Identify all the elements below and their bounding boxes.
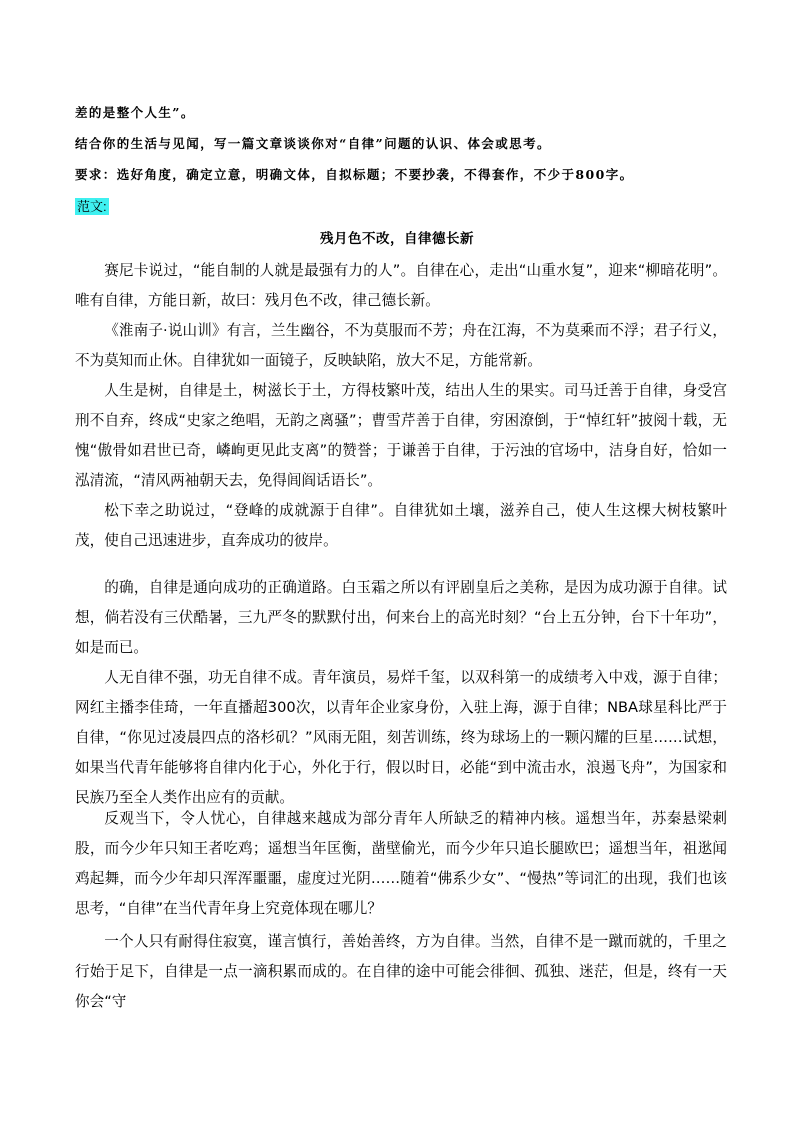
prompt-line-2: 结合你的生活与见闻，写一篇文章谈谈你对“自律”问题的认识、体会或思考。 [75,136,551,151]
prompt-line-1: 差的是整个人生”。 [75,105,195,120]
sample-essay-label: 范文: [77,199,107,214]
requirements-line: 要求：选好角度，确定立意，明确文体，自拟标题；不要抄袭，不得套作，不少于800字。 [75,167,634,182]
essay-paragraph-5: 的确，自律是通向成功的正确道路。白玉霜之所以有评剧皇后之美称，是因为成功源于自律。试想，倘若没有三伏酷暑，三九严冬的默默付出，何来台上的高光时刻？“台上五分钟，台下十年功”，如是而已。 [75,579,727,656]
essay-paragraph-3: 人生是树，自律是土，树滋长于土，方得枝繁叶茂，结出人生的果实。司马迁善于自律，身受宫刑不自弃，终成“史家之绝唱，无韵之离骚”；曹雪芹善于自律，穷困潦倒，于“悼红轩”披阅十载，无愧“傲骨如君世已奇，嶙峋更见此支离”的赞誉；于谦善于自律，于污浊的官场中，洁身自好，恰如一泓清流，“清风两袖朝天去，免得闾阎话语长”。 [75,382,727,489]
essay-paragraph-8: 一个人只有耐得住寂寞，谨言慎行，善始善终，方为自律。当然，自律不是一蹴而就的，千里之行始于足下，自律是一点一滴积累而成的。在自律的途中可能会徘徊、孤独、迷茫，但是，终有一天你会“守 [75,933,727,1010]
essay-paragraph-2: 《淮南子·说山训》有言，兰生幽谷，不为莫服而不芳；舟在江海，不为莫乘而不浮；君子行义，不为莫知而止休。自律犹如一面镜子，反映缺陷，放大不足，方能常新。 [75,322,727,369]
essay-paragraph-7: 反观当下，令人忧心，自律越来越成为部分青年人所缺乏的精神内核。遥想当年，苏秦悬梁刺股，而今少年只知王者吃鸡；遥想当年匡衡，凿壁偷光，而今少年只追长腿欧巴；遥想当年，祖逖闻鸡起舞，而今少年却只浑浑噩噩，虚度过光阴……随着“佛系少女”、“慢热”等词汇的出现，我们也该思考，“自律”在当代青年身上究竟体现在哪儿？ [75,810,727,917]
essay-paragraph-6: 人无自律不强，功无自律不成。青年演员，易烊千玺，以双科第一的成绩考入中戏，源于自律；网红主播李佳琦，一年直播超300次，以青年企业家身份，入驻上海，源于自律；NBA球星科比严于自律，“你见过凌晨四点的洛杉矶？”风雨无阻，刻苦训练，终为球场上的一颗闪耀的巨星……试想，如果当代青年能够将自律内化于心，外化于行，假以时日，必能“到中流击水，浪遏飞舟”，为国家和民族乃至全人类作出应有的贡献。 [75,669,728,806]
essay-paragraph-1: 赛尼卡说过，“能自制的人就是最强有力的人”。自律在心，走出“山重水复”，迎来“柳暗花明”。唯有自律，方能日新，故曰：残月色不改，律己德长新。 [75,262,727,309]
essay-title: 残月色不改，自律德长新 [320,231,474,247]
essay-paragraph-4: 松下幸之助说过，“登峰的成就源于自律”。自律犹如土壤，滋养自己，使人生这棵大树枝繁叶茂，使自己迅速进步，直奔成功的彼岸。 [75,502,727,549]
